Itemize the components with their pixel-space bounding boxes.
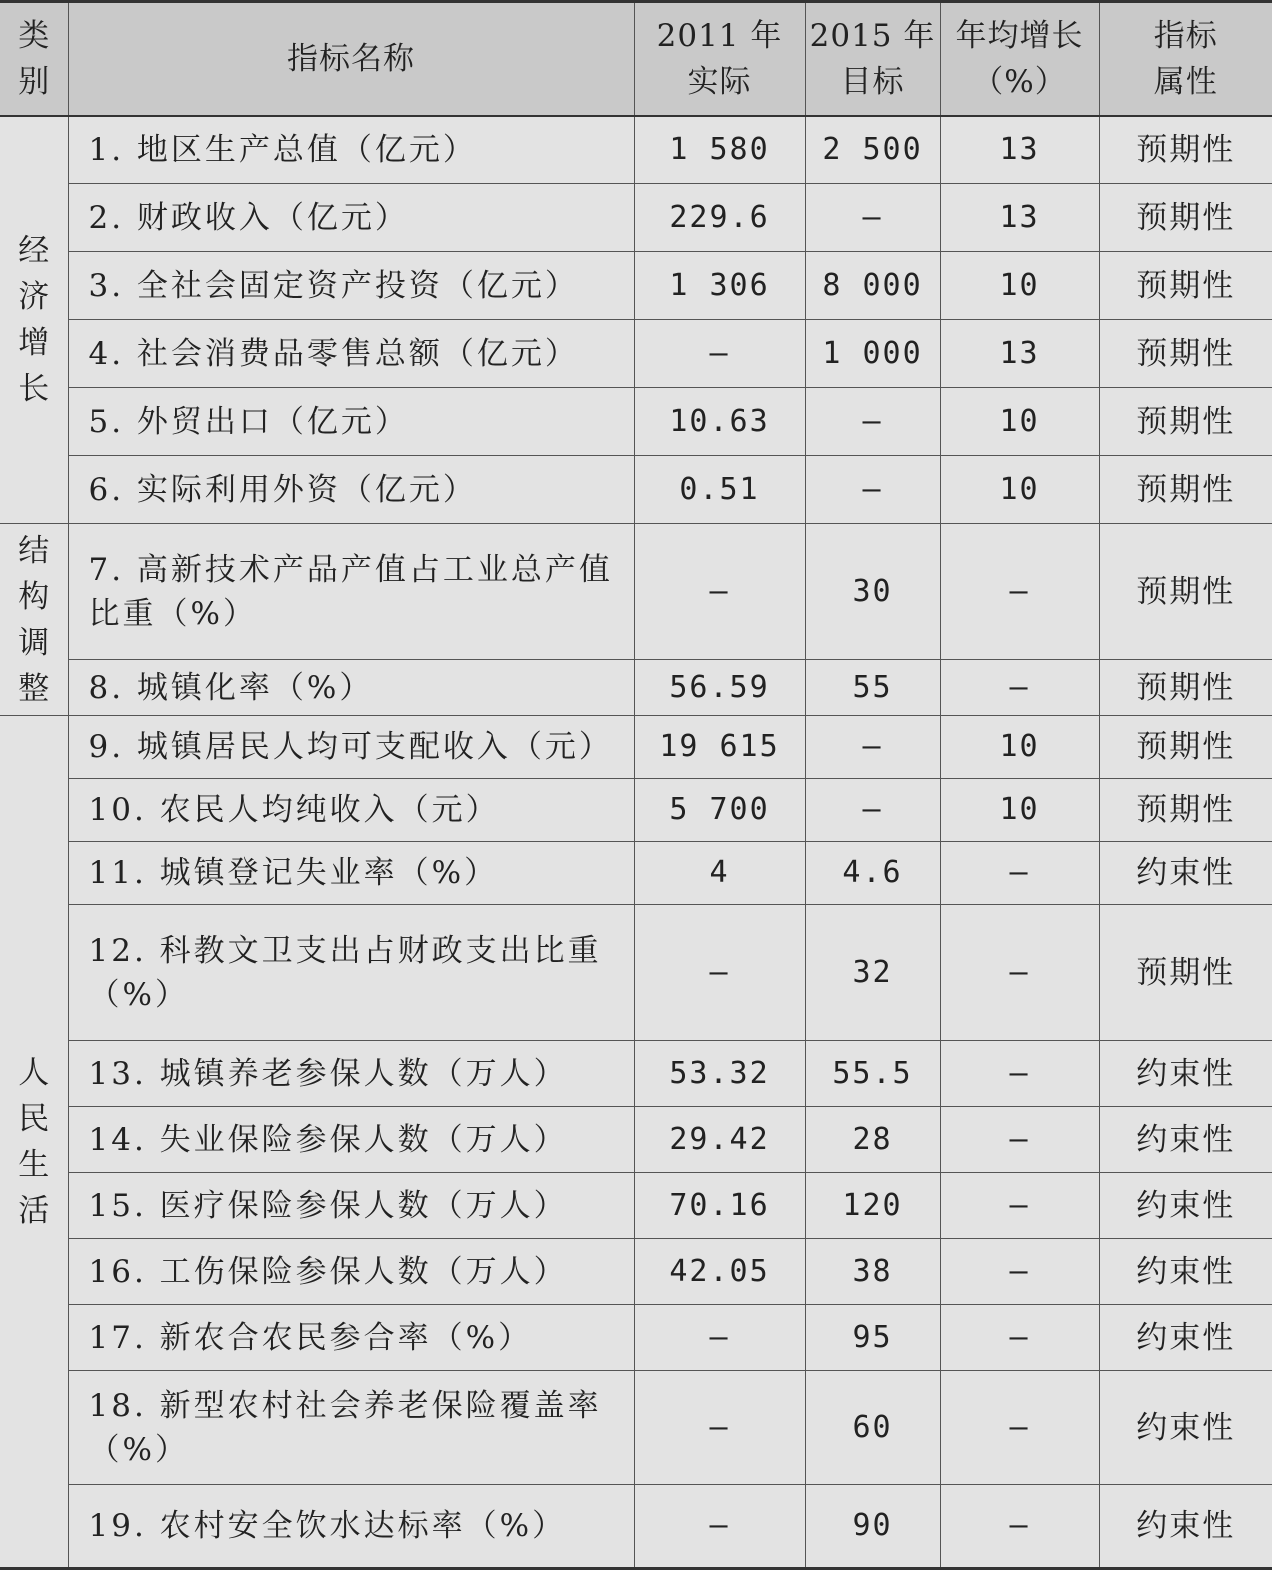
attribute-value: 预期性: [1099, 905, 1272, 1041]
actual-2011-value: —: [634, 320, 805, 388]
attribute-value: 约束性: [1099, 1041, 1272, 1107]
actual-2011-value: 5 700: [634, 779, 805, 842]
attribute-value: 预期性: [1099, 116, 1272, 184]
target-2015-value: 28: [805, 1107, 940, 1173]
table-row: [0, 388, 1272, 456]
indicator-name: 17. 新农合农民参合率（%）: [68, 1305, 634, 1371]
table-row: [0, 1485, 1272, 1569]
growth-value: 13: [940, 320, 1099, 388]
attribute-value: 约束性: [1099, 842, 1272, 905]
growth-value: 13: [940, 116, 1099, 184]
attribute-value: 预期性: [1099, 660, 1272, 716]
header-target-2015: 2015 年目标: [805, 2, 940, 116]
target-2015-value: —: [805, 388, 940, 456]
attribute-value: 预期性: [1099, 320, 1272, 388]
indicator-name: 18. 新型农村社会养老保险覆盖率（%）: [68, 1371, 634, 1485]
growth-value: 10: [940, 252, 1099, 320]
table-row: [0, 456, 1272, 524]
growth-value: 13: [940, 184, 1099, 252]
category-economic: 经济增长: [0, 116, 68, 524]
table-row: [0, 1239, 1272, 1305]
header-attribute: 指标属性: [1099, 2, 1272, 116]
indicator-name: 3. 全社会固定资产投资（亿元）: [68, 252, 634, 320]
category-structure: 结构调整: [0, 524, 68, 716]
target-2015-value: 60: [805, 1371, 940, 1485]
growth-value: 10: [940, 716, 1099, 779]
indicator-name: 19. 农村安全饮水达标率（%）: [68, 1485, 634, 1569]
table-row: [0, 1107, 1272, 1173]
target-2015-value: 32: [805, 905, 940, 1041]
table-row: [0, 716, 1272, 779]
actual-2011-value: 29.42: [634, 1107, 805, 1173]
indicator-name: 7. 高新技术产品产值占工业总产值比重（%）: [68, 524, 634, 660]
table-row: [0, 905, 1272, 1041]
actual-2011-value: —: [634, 1305, 805, 1371]
indicator-name: 4. 社会消费品零售总额（亿元）: [68, 320, 634, 388]
growth-value: —: [940, 1107, 1099, 1173]
table-row: [0, 252, 1272, 320]
growth-value: —: [940, 842, 1099, 905]
target-2015-value: 90: [805, 1485, 940, 1569]
actual-2011-value: —: [634, 1371, 805, 1485]
target-2015-value: 55.5: [805, 1041, 940, 1107]
growth-value: 10: [940, 456, 1099, 524]
attribute-value: 约束性: [1099, 1485, 1272, 1569]
header-name: 指标名称: [68, 2, 634, 116]
table-row: [0, 1173, 1272, 1239]
actual-2011-value: 1 306: [634, 252, 805, 320]
table-row: [0, 660, 1272, 716]
actual-2011-value: 19 615: [634, 716, 805, 779]
table-row: [0, 1041, 1272, 1107]
target-2015-value: 55: [805, 660, 940, 716]
table-row: [0, 184, 1272, 252]
indicator-name: 12. 科教文卫支出占财政支出比重（%）: [68, 905, 634, 1041]
table-row: [0, 1305, 1272, 1371]
indicator-name: 8. 城镇化率（%）: [68, 660, 634, 716]
target-2015-value: 4.6: [805, 842, 940, 905]
growth-value: —: [940, 1371, 1099, 1485]
target-2015-value: 120: [805, 1173, 940, 1239]
header-actual-2011: 2011 年实际: [634, 2, 805, 116]
actual-2011-value: 4: [634, 842, 805, 905]
actual-2011-value: —: [634, 905, 805, 1041]
indicator-name: 16. 工伤保险参保人数（万人）: [68, 1239, 634, 1305]
indicator-name: 5. 外贸出口（亿元）: [68, 388, 634, 456]
attribute-value: 约束性: [1099, 1305, 1272, 1371]
attribute-value: 预期性: [1099, 184, 1272, 252]
actual-2011-value: 53.32: [634, 1041, 805, 1107]
growth-value: —: [940, 660, 1099, 716]
actual-2011-value: 229.6: [634, 184, 805, 252]
header-row: [0, 2, 1272, 116]
target-2015-value: 38: [805, 1239, 940, 1305]
target-2015-value: 8 000: [805, 252, 940, 320]
attribute-value: 预期性: [1099, 524, 1272, 660]
attribute-value: 预期性: [1099, 456, 1272, 524]
actual-2011-value: 0.51: [634, 456, 805, 524]
target-2015-value: 2 500: [805, 116, 940, 184]
table-row: [0, 779, 1272, 842]
growth-value: —: [940, 1173, 1099, 1239]
attribute-value: 约束性: [1099, 1371, 1272, 1485]
growth-value: —: [940, 1041, 1099, 1107]
target-2015-value: —: [805, 456, 940, 524]
attribute-value: 预期性: [1099, 779, 1272, 842]
attribute-value: 约束性: [1099, 1173, 1272, 1239]
growth-value: —: [940, 1485, 1099, 1569]
growth-value: 10: [940, 779, 1099, 842]
table-row: [0, 320, 1272, 388]
indicator-name: 1. 地区生产总值（亿元）: [68, 116, 634, 184]
target-2015-value: 1 000: [805, 320, 940, 388]
actual-2011-value: 42.05: [634, 1239, 805, 1305]
growth-value: —: [940, 905, 1099, 1041]
header-growth: 年均增长（%）: [940, 2, 1099, 116]
actual-2011-value: 56.59: [634, 660, 805, 716]
attribute-value: 约束性: [1099, 1239, 1272, 1305]
growth-value: —: [940, 1305, 1099, 1371]
indicator-name: 9. 城镇居民人均可支配收入（元）: [68, 716, 634, 779]
table-row: [0, 1371, 1272, 1485]
growth-value: —: [940, 1239, 1099, 1305]
actual-2011-value: 10.63: [634, 388, 805, 456]
table-row: [0, 116, 1272, 184]
actual-2011-value: 1 580: [634, 116, 805, 184]
indicator-name: 11. 城镇登记失业率（%）: [68, 842, 634, 905]
actual-2011-value: —: [634, 524, 805, 660]
attribute-value: 预期性: [1099, 388, 1272, 456]
target-2015-value: 95: [805, 1305, 940, 1371]
category-livelihood: 人民生活: [0, 716, 68, 1569]
target-2015-value: —: [805, 716, 940, 779]
indicator-name: 2. 财政收入（亿元）: [68, 184, 634, 252]
indicator-name: 13. 城镇养老参保人数（万人）: [68, 1041, 634, 1107]
indicator-name: 14. 失业保险参保人数（万人）: [68, 1107, 634, 1173]
actual-2011-value: —: [634, 1485, 805, 1569]
table-row: [0, 842, 1272, 905]
attribute-value: 预期性: [1099, 252, 1272, 320]
header-category: 类别: [0, 2, 68, 116]
indicator-name: 10. 农民人均纯收入（元）: [68, 779, 634, 842]
attribute-value: 约束性: [1099, 1107, 1272, 1173]
attribute-value: 预期性: [1099, 716, 1272, 779]
actual-2011-value: 70.16: [634, 1173, 805, 1239]
indicator-name: 15. 医疗保险参保人数（万人）: [68, 1173, 634, 1239]
growth-value: 10: [940, 388, 1099, 456]
target-2015-value: —: [805, 184, 940, 252]
target-2015-value: 30: [805, 524, 940, 660]
indicator-name: 6. 实际利用外资（亿元）: [68, 456, 634, 524]
growth-value: —: [940, 524, 1099, 660]
table-row: [0, 524, 1272, 660]
target-2015-value: —: [805, 779, 940, 842]
